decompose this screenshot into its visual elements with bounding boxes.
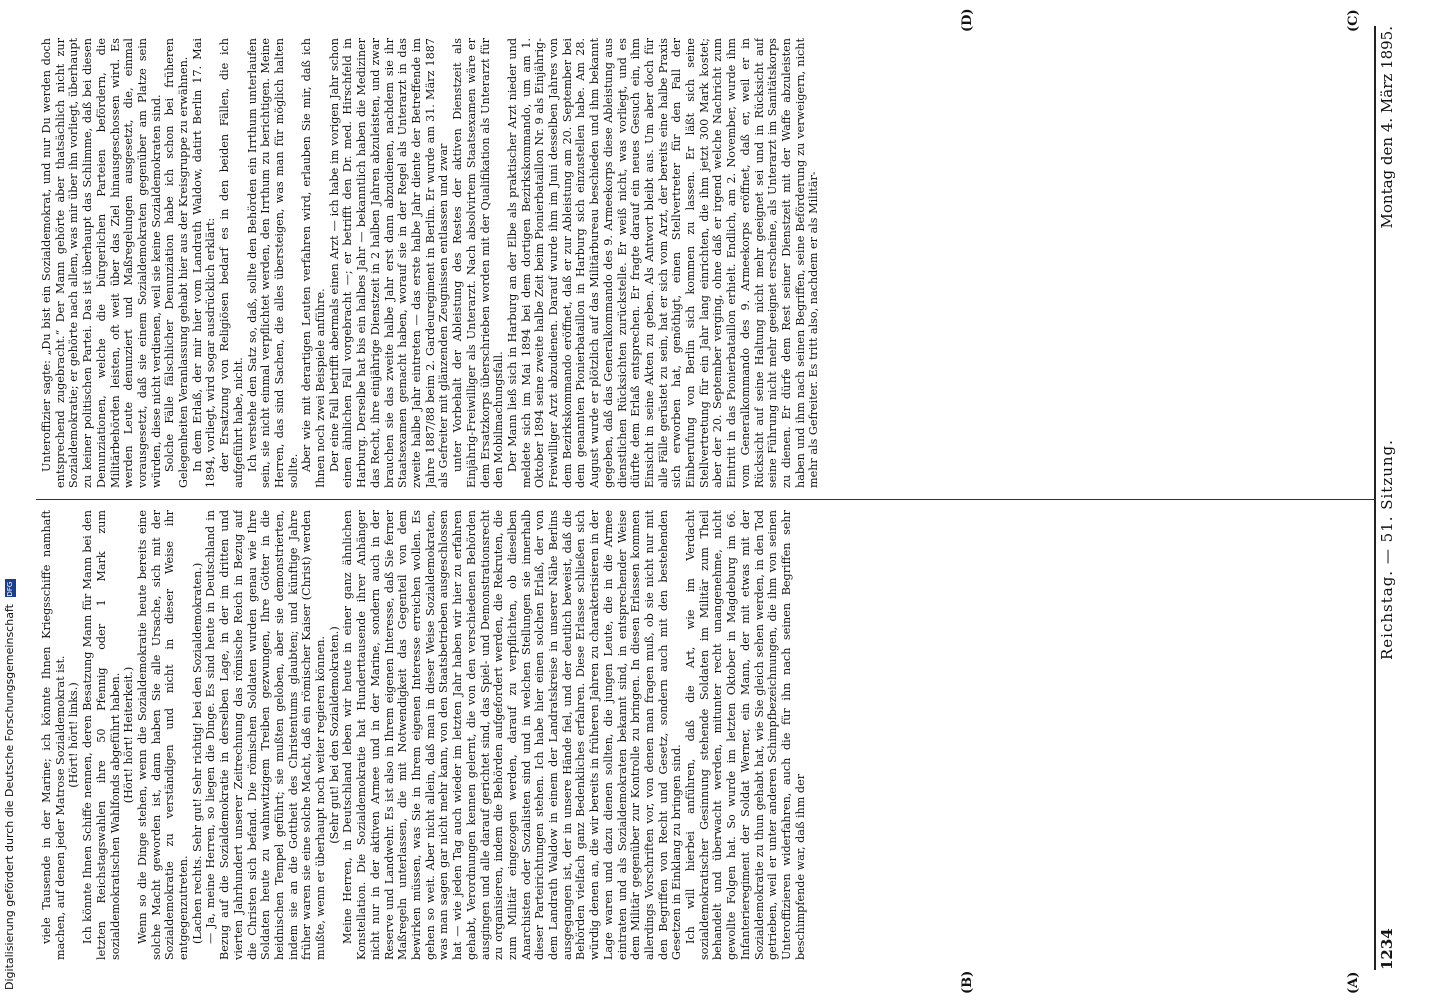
left-paragraph: (Hört! hört! Heiterkeit.) (122, 666, 136, 804)
left-text-column (40, 510, 1372, 960)
left-paragraph: viele Tausende in der Marine; ich könnte Ihnen Kriegsschiffe namhaft machen, auf denen jeder Matrose Sozialdemokrat ist. (40, 510, 67, 960)
left-paragraph: (Sehr gut! bei den Sozialdemokraten.) (327, 626, 341, 844)
page-number: 1234 (1378, 928, 1396, 970)
right-paragraph: Unteroffizier sagte: „Du bist ein Sozialdemokrat, und nur Du werden doch entsprechend zugebracht.“ Der Mann gehörte aber thatsächlich nicht zur Sozialdemokratie; er gehörte nach allem, was mir über ihn vorliegt, überhaupt zu keiner politischen Partei. Das ist überhaupt das Schlimme, daß bei diesen Denunziationen, welche die bürgerlichen Parteien befördern, die Militärbehörden leisten, oft weit über das Ziel hinausgeschossen wird. Es werden Leute denunziert und Maßregelungen ausgesetzt, die, einmal vorausgesetzt, daß sie einem Sozialdemokraten gegenüber am Platze sein würden, diese nicht verdienen, weil sie keine Sozialdemokraten sind. (40, 38, 163, 488)
session-title: Reichstag. — 51. Sitzung. (1378, 439, 1396, 660)
margin-marker-a: (A) (1346, 971, 1361, 994)
left-paragraph: Ich könnte Ihnen Schiffe nennen, deren Besatzung Mann für Mann bei den letzten Reichstagswahlen ihre 50 Pfennig oder 1 Mark zum sozialdemokratischen Wahlfonds abgeführt haben. (81, 510, 122, 960)
margin-marker-d: (D) (960, 8, 975, 32)
right-paragraph: unter Vorbehalt der Ableistung des Restes der aktiven Dienstzeit als Einjährig-Freiwilliger als Unterarzt. Nach absolvirtem Staatsexamen wäre er dem Ersatzkorps überschrieben worden mit der Qualifikation als Unterarzt für den Mobilmachungsfall. (451, 38, 506, 488)
margin-marker-b: (B) (960, 970, 975, 994)
right-paragraph: Der eine Fall betrifft abermals einen Arzt — ich habe im vorigen Jahr schon einen ähnlichen Fall vorgebracht —; er betrifft den Dr. med. Hirschfeld in Harburg. Derselbe hat bis ein halbes Jahr — bekanntlich haben die Mediziner das Recht, ihre einjährige Dienstzeit in 2 halben Jahren abzuleisten, und zwar brauchen sie das zweite halbe Jahr erst dann abzudienen, nachdem sie ihr Staatsexamen gemacht haben, worauf sie in der Regel als Unterarzt in das zweite halbe Jahr eintreten — das erste halbe Jahr diente der Betreffende im Jahre 1887/88 beim 2. Gardeuregiment in Berlin. Er wurde am 31. März 1887 als Gefreiter mit glänzenden Zeugnissen entlassen und zwar (327, 38, 451, 488)
left-paragraph: — Ja, meine Herren, so liegen die Dinge. Es sind heute in Deutschland in Bezug auf die Sozialdemokratie in derselben Lage, in der im dritten und vierten Jahrhundert unserer Zeitrechnung das römische Reich in Bezug auf die Christen sich befand. Die römischen Soldaten wurden genau wie Ihre Soldaten heute zu wahnwitzigem Treiben gezwungen, Ihre Götter in die heidnischen Tempel geführt; sie mußten geloben, aber sie demonstrierten, indem sie an die Gottheit des Christentums glaubten; und künftige Jahre früher waren sie eine solche Macht, daß ein römischer Kaiser (Christ) werden mußte, wenn er überhaupt noch weiter regieren können. (204, 510, 328, 960)
left-paragraph: (Hört! hört! links.) (67, 682, 81, 788)
right-paragraph: Der Mann ließ sich in Harburg an der Elbe als praktischer Arzt nieder und meldete sich im Mai 1894 bei dem dortigen Bezirkskommando, um am 1. Oktober 1894 seine zweite halbe Zeit beim Pionierbataillon Nr. 9 als Einjährig-Freiwilliger Arzt abzudienen. Darauf wurde ihm im Juni desselben Jahres von dem Bezirkskommando eröffnet, daß er zur Ableistung am 20. September bei dem genannten Pionierbataillon in Harburg sich einzustellen habe. Am 28. August wurde er plötzlich auf das Militärbureau beschieden und ihm bekannt gegeben, daß das Generalkommando des 9. Armeekorps diese Ableistung aus dienstlichen Rücksichten zurückstelle. Er weiß nicht, was vorliegt, und es dürfte dem Erlaß entsprechen. Er fragte darauf ein neues Gesuch ein, ihm Einsicht in seine Akten zu geben. Als Antwort bleibt aus. Um aber doch für alle Fälle gerüstet zu sein, hat er sich vom Arzt, der bereits eine halbe Praxis sich erworben hat, genöthigt, einen Stellvertreter für den Fall der Einberufung von Berlin sich kommen zu lassen. Er läßt sich seine Stellvertretung für ein Jahr lang einrichten, die ihm jetzt 300 Mark kostet; aber der 20. September verging, ohne daß er irgend welche Nachricht zum Eintritt in das Pionierbataillon erhielt. Endlich, am 2. November, wurde ihm vom Generalkommando des 9. Armeekorps eröffnet, daß er, weil er in Rücksicht auf seine Haltung nicht mehr geeignet sei und in Rücksicht auf seine Führung nicht mehr geeignet erscheine, als Unterarzt im Sanitätskorps zu dienen. Er dürfe dem Rest seiner Dienstzeit mit der Waffe abzuleisten haben und ihm nach seinen Begriffen, seine Beförderung zu verweigern, nicht mehr als Gefreiter. Es tritt also, nachdem er als Militär- (505, 38, 821, 488)
column-divider (36, 499, 1376, 500)
page-header (1378, 26, 1406, 970)
right-paragraph: Solche Fälle fälschlicher Denunziation habe ich schon bei früheren Gelegenheiten Veranlassung gehabt hier aus der Kreisgruppe zu erwähnen. (163, 38, 191, 488)
digitization-footer (0, 0, 20, 1000)
left-paragraph: (Lachen rechts. Sehr gut! Sehr richtig! bei den Sozialdemokraten.) (190, 562, 204, 944)
right-text-column (40, 38, 1372, 488)
right-paragraph: In dem Erlaß, der mir hier vom Landrath Waldow, datirt Berlin 17. Mai 1894, vorliegt, wird sogar ausdrücklich erklärt: (190, 38, 218, 488)
left-paragraph: Wenn so die Dinge stehen, wenn die Sozialdemokratie heute bereits eine solche Macht geworden ist, dann haben Sie alle Ursache, sich mit der Sozialdemokratie zu verständigen und nicht in dieser Weise ihr entgegenzutreten. (135, 510, 191, 960)
dfg-logo: DFG (5, 579, 16, 597)
header-rule (1374, 26, 1376, 970)
left-paragraph: Meine Herren, in Deutschland leben wir heute in einer ganz ähnlichen Konstellation. Die Sozialdemokratie hat Hunderttausende ihrer Anhänger nicht nur in der aktiven Armee und in der Marine, sondern auch in der Reserve und Landwehr. Es ist also in Ihrem eigenen Interesse, daß Sie ferner Maßregeln unterlassen, die mit Notwendigkeit das Gegenteil von dem bewirken müssen, was Sie in Ihrem eigenen Interesse erreichen wollen. Es gehen so weit. Aber nicht allein, daß man in dieser Weise Sozialdemokraten, was man sagen gar nicht mehr kann, von den Staatsbetrieben ausgeschlossen hat — wie jeden Tag auch wieder im letzten Jahr haben wir hier zu erfahren gehabt, Verordnungen kennen gelernt, die von den verschiedenen Behörden ausgingen und alle darauf gerichtet sind, das Spiel- und Demonstrationsrecht zu organisieren, indem die Behörden aufgefordert werden, die Rekruten, die zum Militär eingezogen werden, darauf zu verpflichten, ob dieselben Anarchisten oder Sozialisten sind und in welchen Stellungen sie innerhalb dieser Parteirichtungen stehen. Ich habe hier einen solchen Erlaß, der von dem Landrath Waldow in einem der Landratskreise in unserer Nähe Berlins ausgegangen ist, der in unsere Hände fiel, und der deutlich beweist, daß die Behörden vielfach ganz Bedenkliches erfahren. Diese Erlasse schließen sich würdig denen an, die wir bereits in früheren Jahren zu charakterisieren in der Lage waren und dazu dienen sollten, die jungen Leute, die in die Armee eintraten und als Sozialdemokraten bekannt sind, in entsprechender Weise dem Militär gegenüber zur Kontrolle zu bringen. In diesen Erlassen kommen allerdings Vorschriften vor, von denen man fragen muß, ob sie nicht nur mit den Begriffen von Recht und Gesetz, sondern auch mit den bestehenden Gesetzen in Einklang zu bringen sind. (341, 510, 684, 960)
digitization-credit: Digitalisierung gefördert durch die Deutsche Forschungsgemeinschaft (3, 604, 16, 990)
right-paragraph: Aber wie mit derartigen Leuten verfahren wird, erlauben Sie mir, daß ich Ihnen noch zwei Beispiele anführe. (300, 38, 328, 488)
left-paragraph: Ich will hierbei anführen, daß die Art, wie im Verdacht sozialdemokratischer Gesinnung stehende Soldaten im Militär zum Theil behandelt und überwacht werden, mitunter recht unangenehme, nicht gewollte Folgen hat. So wurde im letzten Oktober in Magdeburg im 66. Infanterieregiment der Soldat Werner, ein Mann, der mit etwas mit der Sozialdemokratie zu thun gehabt hat, wie Sie gleich sehen werden, in den Tod getrieben, weil er unter anderen Schimpfbezeichnungen, die ihm von seinen Unteroffizieren widerfahren, auch die für ihn nach seinen Begriffen sehr beschimpfende war, daß ihm der (684, 510, 807, 960)
right-paragraph: Ich verstehe den Satz so, daß, sollte den Behörden ein Irrthum unterlaufen sein, sie nicht einmal verpflichtet werden, den Irrthum zu berichtigen. Meine Herren, das sind Sachen, die alles übersteigen, was man für möglich halten sollte. (245, 38, 300, 488)
right-paragraph: der Ersatzung von Religiösen bedarf es in den beiden Fällen, die ich aufgeführt habe, nicht. (218, 38, 245, 488)
session-date: Montag den 4. März 1895. (1378, 26, 1396, 229)
margin-marker-c: (C) (1346, 9, 1361, 32)
